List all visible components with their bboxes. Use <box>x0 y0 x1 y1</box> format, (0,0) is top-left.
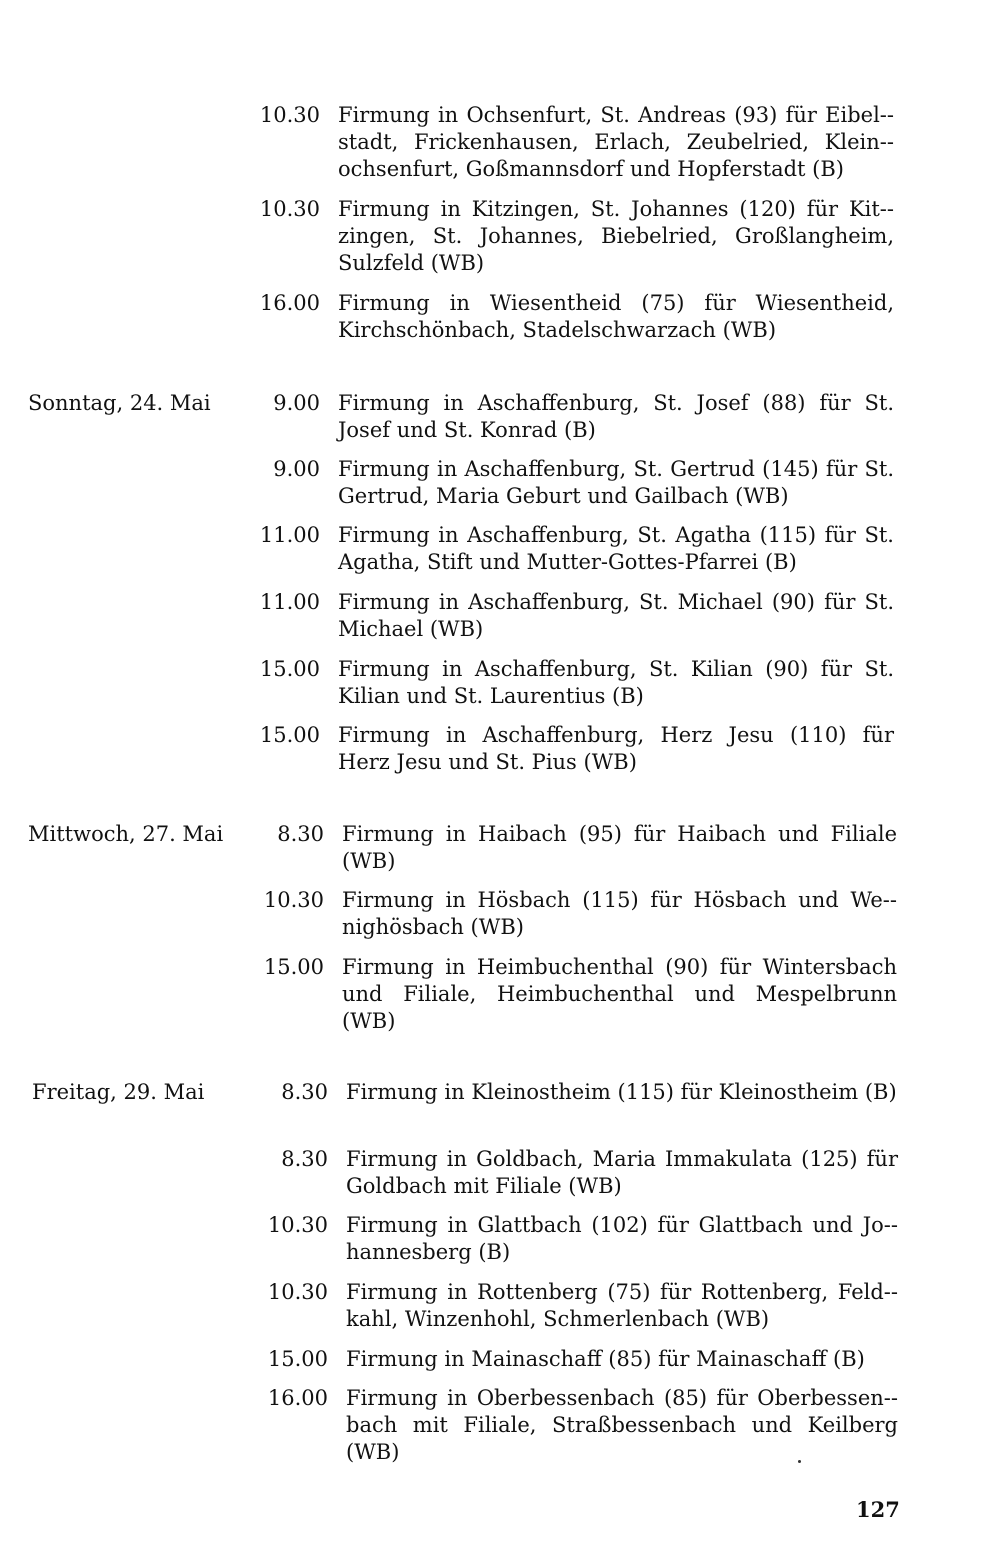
entry-time: 10.30 <box>259 197 320 221</box>
entry-time: 10.30 <box>267 1280 328 1304</box>
day-label: Freitag, 29. Mai <box>32 1080 205 1104</box>
entry-text: Firmung in Heimbuchenthal (90) für Wintersbach und Filiale, Heimbuchenthal und Mespelbrunn (WB) <box>342 955 897 1033</box>
entry-text: Firmung in Aschaffenburg, St. Josef (88) für St. Josef und St. Konrad (B) <box>338 391 894 442</box>
entry-time: 8.30 <box>281 1147 328 1171</box>
entry-text: Firmung in Kleinostheim (115) für Kleinostheim (B) <box>346 1080 897 1104</box>
entry-text: Firmung in Glattbach (102) für Glattbach und Jo-hannesberg (B) <box>346 1213 898 1264</box>
day-label: Sonntag, 24. Mai <box>28 391 211 415</box>
entry-time: 11.00 <box>259 590 320 614</box>
entry-text: Firmung in Goldbach, Maria Immakulata (125) für Goldbach mit Filiale (WB) <box>346 1147 898 1198</box>
entry-text: Firmung in Aschaffenburg, St. Gertrud (145) für St. Gertrud, Maria Geburt und Gailbach (WB) <box>338 457 894 508</box>
entry-text: Firmung in Rottenberg (75) für Rottenberg, Feld-kahl, Winzenhohl, Schmerlenbach (WB) <box>346 1280 898 1331</box>
entry-time: 10.30 <box>259 103 320 127</box>
entry-text: Firmung in Hösbach (115) für Hösbach und We-nighösbach (WB) <box>342 888 897 939</box>
entry-text: Firmung in Aschaffenburg, St. Michael (90) für St. Michael (WB) <box>338 590 894 641</box>
entry-time: 15.00 <box>263 955 324 979</box>
page-number: 127 <box>856 1497 900 1522</box>
entry-time: 10.30 <box>267 1213 328 1237</box>
entry-text: Firmung in Mainaschaff (85) für Mainaschaff (B) <box>346 1347 865 1371</box>
entry-text: Firmung in Aschaffenburg, Herz Jesu (110) für Herz Jesu und St. Pius (WB) <box>338 723 894 774</box>
entry-text: Firmung in Oberbessenbach (85) für Oberbessen-bach mit Filiale, Straßbessenbach und Keilberg (WB) <box>346 1386 898 1464</box>
entry-text: Firmung in Kitzingen, St. Johannes (120) für Kit-zingen, St. Johannes, Biebelried, Großlangheim, Sulzfeld (WB) <box>338 197 894 275</box>
entry-time: 16.00 <box>267 1386 328 1410</box>
entry-time: 15.00 <box>259 723 320 747</box>
entry-time: 15.00 <box>267 1347 328 1371</box>
scan-speck <box>798 1460 801 1463</box>
entry-text: Firmung in Wiesentheid (75) für Wiesentheid, Kirchschönbach, Stadelschwarzach (WB) <box>338 291 894 342</box>
entry-text: Firmung in Haibach (95) für Haibach und Filiale (WB) <box>342 822 897 873</box>
entry-time: 16.00 <box>259 291 320 315</box>
entry-text: Firmung in Ochsenfurt, St. Andreas (93) für Eibel-stadt, Frickenhausen, Erlach, Zeubelried, Klein-ochsenfurt, Goßmannsdorf und Hopferstadt (B) <box>338 103 894 181</box>
entry-time: 8.30 <box>277 822 324 846</box>
entry-time: 15.00 <box>259 657 320 681</box>
entry-time: 11.00 <box>259 523 320 547</box>
day-label: Mittwoch, 27. Mai <box>28 822 224 846</box>
entry-text: Firmung in Aschaffenburg, St. Kilian (90) für St. Kilian und St. Laurentius (B) <box>338 657 894 708</box>
entry-text: Firmung in Aschaffenburg, St. Agatha (115) für St. Agatha, Stift und Mutter-Gottes-Pfarrei (B) <box>338 523 894 574</box>
entry-time: 10.30 <box>263 888 324 912</box>
entry-time: 8.30 <box>281 1080 328 1104</box>
entry-time: 9.00 <box>273 391 320 415</box>
entry-time: 9.00 <box>273 457 320 481</box>
